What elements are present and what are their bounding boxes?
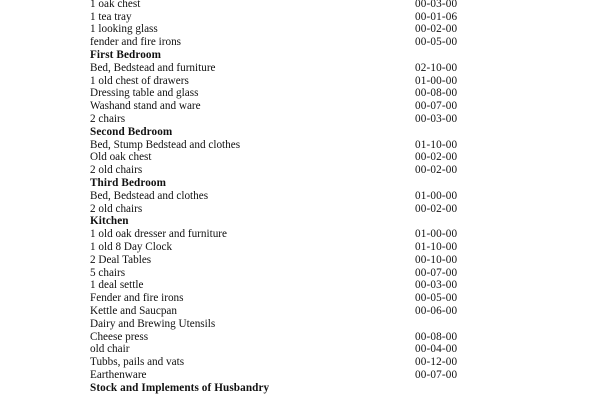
item-value: 01-00-00: [415, 228, 458, 241]
item-label: 5 chairs: [90, 266, 126, 279]
section-heading: [90, 215, 470, 228]
inventory-row: [90, 151, 470, 164]
item-label: 1 looking glass: [90, 23, 158, 36]
item-label: 1 old chest of drawers: [90, 74, 189, 87]
item-label: Old oak chest: [90, 151, 152, 164]
item-value: 00-12-00: [415, 356, 458, 369]
inventory-row: [90, 292, 470, 305]
item-label: 1 old oak dresser and furniture: [90, 228, 228, 241]
item-value: 00-08-00: [415, 330, 458, 343]
item-value: 00-03-00: [415, 112, 458, 125]
inventory-row: [90, 0, 470, 11]
item-value: 00-01-06: [415, 10, 458, 23]
item-label: Tubbs, pails and vats: [90, 356, 185, 369]
item-value: 00-02-00: [415, 23, 458, 36]
item-label: Kettle and Saucpan: [90, 304, 177, 317]
item-value: 01-10-00: [415, 138, 458, 151]
item-label: Fender and fire irons: [90, 292, 184, 305]
item-value: 00-04-00: [415, 343, 458, 356]
inventory-row: [90, 318, 470, 331]
inventory-row: [90, 23, 470, 36]
inventory-row: [90, 241, 470, 254]
item-value: 02-10-00: [415, 61, 458, 74]
inventory-row: [90, 36, 470, 49]
inventory-row: [90, 100, 470, 113]
inventory-row: [90, 331, 470, 344]
inventory-row: [90, 254, 470, 267]
item-label: old chair: [90, 343, 130, 356]
item-label: Earthenware: [90, 368, 147, 381]
inventory-row: [90, 356, 470, 369]
inventory-row: [90, 62, 470, 75]
section-heading: [90, 126, 470, 139]
item-label: 2 Deal Tables: [90, 253, 152, 266]
item-label: Bed, Bedstead and clothes: [90, 189, 209, 202]
item-value: 00-02-00: [415, 202, 458, 215]
inventory-row: [90, 267, 470, 280]
item-value: 00-07-00: [415, 368, 458, 381]
item-value: 01-00-00: [415, 74, 458, 87]
item-value: 01-00-00: [415, 189, 458, 202]
item-value: 00-03-00: [415, 0, 458, 10]
item-label: 1 oak chest: [90, 0, 141, 10]
item-label: fender and fire irons: [90, 36, 182, 49]
item-label: Washand stand and ware: [90, 100, 201, 113]
item-label: Bed, Bedstead and furniture: [90, 61, 216, 74]
item-value: 00-05-00: [415, 36, 458, 49]
item-value: 00-06-00: [415, 304, 458, 317]
item-value: 00-02-00: [415, 164, 458, 177]
section-heading: [90, 177, 470, 190]
item-value: 00-03-00: [415, 279, 458, 292]
section-heading-label: Third Bedroom: [90, 176, 166, 189]
inventory-row: [90, 113, 470, 126]
inventory-row: [90, 87, 470, 100]
inventory-row: [90, 203, 470, 216]
section-heading-label: First Bedroom: [90, 49, 162, 61]
inventory-row: [90, 75, 470, 88]
item-value: 01-10-00: [415, 240, 458, 253]
item-label: 1 tea tray: [90, 10, 132, 23]
inventory-row: [90, 343, 470, 356]
item-label: Dairy and Brewing Utensils: [90, 317, 216, 330]
item-label: Dressing table and glass: [90, 87, 199, 100]
item-value: 00-02-00: [415, 151, 458, 164]
inventory-row: [90, 139, 470, 152]
inventory-row: [90, 369, 470, 382]
inventory-row: [90, 11, 470, 24]
item-label: Bed, Stump Bedstead and clothes: [90, 138, 241, 151]
inventory-row: [90, 164, 470, 177]
item-label: 1 old 8 Day Clock: [90, 240, 173, 253]
section-heading-label: Second Bedroom: [90, 125, 173, 138]
item-label: 1 deal settle: [90, 279, 144, 292]
item-value: 00-07-00: [415, 100, 458, 113]
inventory-row: [90, 305, 470, 318]
section-heading-label: Kitchen: [90, 215, 129, 228]
inventory-row: [90, 279, 470, 292]
section-heading: [90, 382, 470, 395]
item-value: 00-08-00: [415, 87, 458, 100]
item-label: 2 old chairs: [90, 202, 143, 215]
inventory-row: [90, 228, 470, 241]
item-label: Cheese press: [90, 330, 149, 343]
section-heading: [90, 49, 470, 62]
item-value: 00-10-00: [415, 253, 458, 266]
item-value: 00-05-00: [415, 292, 458, 305]
item-value: 00-07-00: [415, 266, 458, 279]
inventory-row: [90, 190, 470, 203]
item-label: 2 chairs: [90, 112, 126, 125]
section-heading-label: Stock and Implements of Husbandry: [90, 381, 270, 394]
item-label: 2 old chairs: [90, 164, 143, 177]
inventory-list: [90, 0, 470, 395]
